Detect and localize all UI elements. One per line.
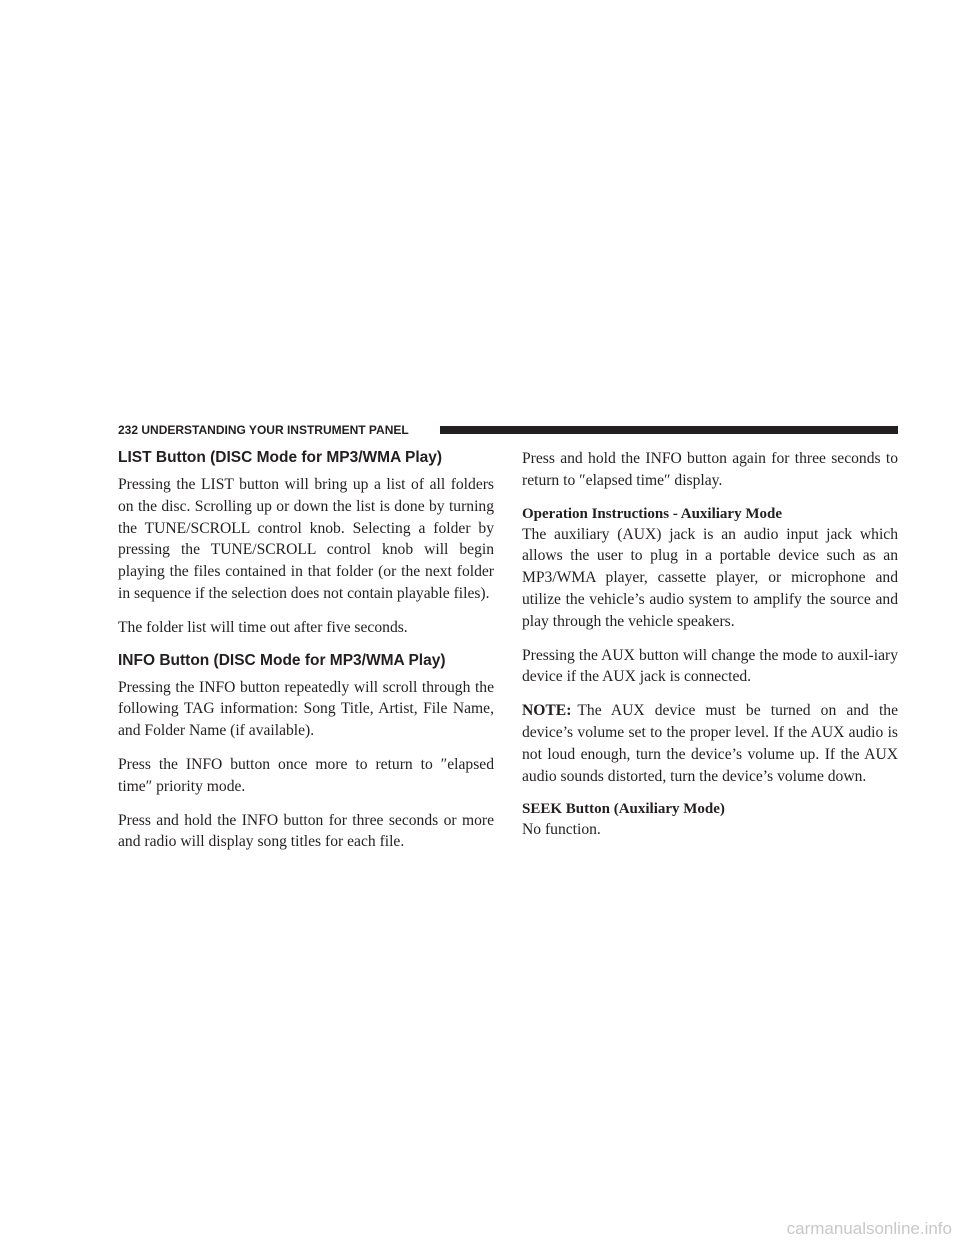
- heading-list-button: LIST Button (DISC Mode for MP3/WMA Play): [118, 449, 443, 466]
- paragraph-info-3: Press and hold the INFO button for three seconds or more and radio will display song titles for each file.: [118, 811, 494, 851]
- right-column: [522, 448, 898, 853]
- paragraph-aux-1: The auxiliary (AUX) jack is an audio input jack which allows the user to plug in a portable device such as an MP3/WMA player, cassette player, or microphone and utilize the vehicle’s audio system to amplify the source and play through the vehicle speakers.: [522, 525, 898, 630]
- watermark-link[interactable]: carmanualsonline.info: [786, 1219, 952, 1238]
- paragraph-info-2: Press the INFO button once more to return to ″elapsed time″ priority mode.: [118, 755, 494, 795]
- header-rule: [440, 426, 898, 434]
- heading-auxiliary-mode: Operation Instructions - Auxiliary Mode: [522, 505, 783, 522]
- note-text: The AUX device must be turned on and the device’s volume set to the proper level. If the AUX audio is not loud enough, turn the device’s volume up. If the AUX audio sounds distorted, turn the device’s volume down.: [522, 702, 898, 785]
- page-header-text: [118, 423, 409, 437]
- paragraph-seek: No function.: [522, 821, 601, 839]
- note-label: NOTE:: [522, 702, 572, 720]
- heading-seek-button: SEEK Button (Auxiliary Mode): [522, 801, 725, 818]
- paragraph-aux-2: Pressing the AUX button will change the mode to auxil-iary device if the AUX jack is connected.: [522, 646, 898, 686]
- paragraph-info-1: Pressing the INFO button repeatedly will scroll through the following TAG information: Song Title, Artist, File Name, and Folder Name (if available).: [118, 678, 494, 740]
- paragraph-list-2: The folder list will time out after five seconds.: [118, 618, 408, 636]
- note-paragraph: [522, 700, 898, 787]
- heading-info-button: INFO Button (DISC Mode for MP3/WMA Play): [118, 651, 446, 669]
- paragraph-list-1: Pressing the LIST button will bring up a list of all folders on the disc. Scrolling up or down the list is done by turning the TUNE/SCROLL control knob. Selecting a folder by pressing the TUNE/SCROLL control knob will begin playing the files contained in that folder (or the next folder in sequence if the selection does not contain playable files).: [118, 476, 494, 602]
- section-title: UNDERSTANDING YOUR INSTRUMENT PANEL: [141, 423, 409, 437]
- page-number: 232: [118, 423, 139, 437]
- page-header: [118, 423, 898, 437]
- paragraph-continued: Press and hold the INFO button again for three seconds to return to ″elapsed time″ display.: [522, 450, 898, 489]
- left-column: [118, 448, 494, 865]
